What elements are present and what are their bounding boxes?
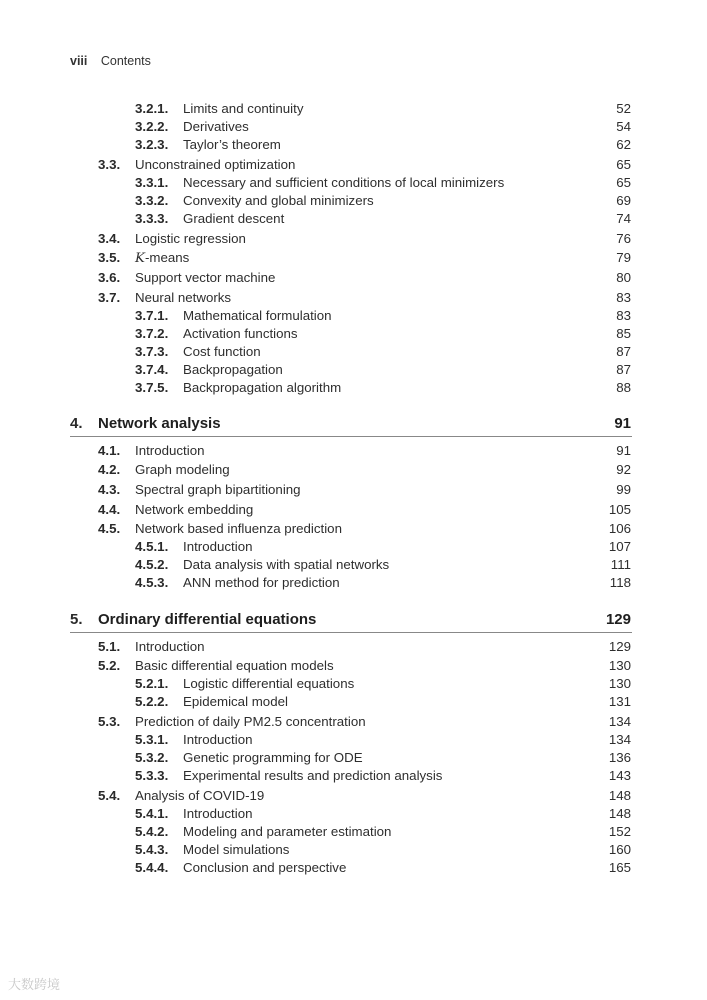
- toc-entry: [0, 823, 707, 841]
- toc-entry-title: ANN method for prediction: [183, 575, 340, 590]
- toc-entry-page: 65: [616, 157, 631, 172]
- toc-entry: [0, 136, 707, 154]
- toc-entry: [0, 174, 707, 192]
- toc-entry-page: 107: [608, 539, 631, 554]
- toc-entry-number: 5.2.2.: [135, 694, 169, 709]
- toc-entry-title: Derivatives: [183, 119, 249, 134]
- toc-entry-number: 3.7.: [98, 290, 121, 305]
- toc-entry: [0, 501, 707, 519]
- toc-entry-number: 3.3.3.: [135, 211, 169, 226]
- toc-entry-number: 5.3.: [98, 714, 121, 729]
- toc-entry-title: Ordinary differential equations: [98, 611, 317, 628]
- toc-entry-number: 3.5.: [98, 250, 121, 265]
- toc-entry: [0, 767, 707, 785]
- toc-entry-number: 4.2.: [98, 462, 121, 477]
- toc-entry-number: 3.7.5.: [135, 380, 169, 395]
- toc-entry-title: Introduction: [135, 443, 205, 458]
- toc-entry-number: 4.5.: [98, 521, 121, 536]
- toc-entry-page: 80: [616, 270, 631, 285]
- toc-entry-number: 4.: [70, 415, 83, 432]
- toc-entry-title: Network embedding: [135, 502, 254, 517]
- toc-entry-number: 3.7.2.: [135, 326, 169, 341]
- toc-entry: [0, 343, 707, 361]
- toc-entry-title: Epidemical model: [183, 694, 288, 709]
- toc-entry-title: Analysis of COVID-19: [135, 788, 265, 803]
- toc-entry-page: 74: [616, 211, 631, 226]
- toc-entry-number: 3.4.: [98, 231, 121, 246]
- toc-entry-page: 91: [614, 415, 631, 432]
- toc-entry-number: 4.4.: [98, 502, 121, 517]
- toc-entry: [0, 289, 707, 307]
- toc-entry-title-math: K: [135, 251, 145, 266]
- toc-entry-title: [135, 249, 189, 268]
- toc-entry-number: 5.3.2.: [135, 750, 169, 765]
- toc-entry: [0, 442, 707, 460]
- toc-entry-number: 5.4.1.: [135, 806, 169, 821]
- chapter-divider: [70, 632, 632, 633]
- toc-entry-number: 5.4.: [98, 788, 121, 803]
- watermark-logo: [8, 974, 60, 993]
- toc-entry-number: 3.7.3.: [135, 344, 169, 359]
- toc-entry-number: 5.4.2.: [135, 824, 169, 839]
- toc-entry: [0, 269, 707, 287]
- toc-entry: [0, 249, 707, 267]
- toc-entry: [0, 638, 707, 656]
- toc-entry-page: 88: [616, 380, 631, 395]
- toc-entry-page: 62: [616, 137, 631, 152]
- toc-entry: [0, 156, 707, 174]
- toc-entry: [0, 461, 707, 479]
- toc-entry: [0, 556, 707, 574]
- toc-entry-number: 4.1.: [98, 443, 121, 458]
- toc-entry-page: 143: [608, 768, 631, 783]
- toc-chapter-entry: [0, 414, 707, 434]
- toc-entry-title: Prediction of daily PM2.5 concentration: [135, 714, 366, 729]
- toc-entry-number: 4.5.2.: [135, 557, 169, 572]
- toc-entry-number: 5.: [70, 611, 83, 628]
- toc-entry-title: Modeling and parameter estimation: [183, 824, 392, 839]
- toc-entry-page: 79: [616, 250, 631, 265]
- toc-entry: [0, 100, 707, 118]
- toc-entry: [0, 118, 707, 136]
- toc-entry-page: 91: [616, 443, 631, 458]
- toc-entry-title: Graph modeling: [135, 462, 230, 477]
- toc-entry-page: 131: [608, 694, 631, 709]
- toc-entry-page: 118: [609, 575, 631, 590]
- toc-entry-number: 4.3.: [98, 482, 121, 497]
- toc-entry: [0, 731, 707, 749]
- toc-entry-number: 5.3.1.: [135, 732, 169, 747]
- toc-entry-title: Introduction: [183, 806, 253, 821]
- toc-entry: [0, 787, 707, 805]
- toc-entry-page: 87: [616, 344, 631, 359]
- toc-entry-page: 160: [608, 842, 631, 857]
- toc-entry: [0, 538, 707, 556]
- toc-entry-title: Backpropagation algorithm: [183, 380, 342, 395]
- toc-entry-page: 134: [608, 732, 631, 747]
- toc-entry-title-text: -means: [144, 250, 190, 265]
- toc-entry-page: 129: [605, 611, 631, 628]
- toc-entry-title: Unconstrained optimization: [135, 157, 296, 172]
- toc-entry-number: 3.7.1.: [135, 308, 169, 323]
- toc-entry-page: 106: [608, 521, 631, 536]
- toc-entry-page: 92: [616, 462, 631, 477]
- toc-entry-page: 111: [610, 557, 631, 572]
- toc-entry: [0, 657, 707, 675]
- toc-entry: [0, 307, 707, 325]
- toc-entry-title: Convexity and global minimizers: [183, 193, 374, 208]
- toc-entry-title: Cost function: [183, 344, 261, 359]
- toc-entry-number: 4.5.3.: [135, 575, 169, 590]
- toc-entry-page: 85: [616, 326, 631, 341]
- toc-entry-title: Logistic differential equations: [183, 676, 355, 691]
- toc-entry-page: 134: [608, 714, 631, 729]
- toc-entry: [0, 859, 707, 877]
- toc-entry-title: Introduction: [135, 639, 205, 654]
- toc-entry-page: 148: [608, 806, 631, 821]
- toc-entry-title: Support vector machine: [135, 270, 276, 285]
- toc-entry-page: 54: [616, 119, 631, 134]
- toc-entry-page: 105: [608, 502, 631, 517]
- toc-entry-number: 5.3.3.: [135, 768, 169, 783]
- toc-entry: [0, 841, 707, 859]
- toc-entry-title: Necessary and sufficient conditions of local minimizers: [183, 175, 505, 190]
- toc-entry: [0, 192, 707, 210]
- toc-entry: [0, 693, 707, 711]
- running-head: [70, 54, 151, 68]
- toc-entry-page: 83: [616, 308, 631, 323]
- toc-entry-title: Basic differential equation models: [135, 658, 334, 673]
- toc-entry-number: 3.3.1.: [135, 175, 169, 190]
- toc-entry-title: Gradient descent: [183, 211, 285, 226]
- toc-entry: [0, 713, 707, 731]
- toc-entry: [0, 379, 707, 397]
- toc-entry-title: Experimental results and prediction analysis: [183, 768, 443, 783]
- toc-chapter-entry: [0, 610, 707, 630]
- toc-entry-number: 3.2.1.: [135, 101, 169, 116]
- toc-entry-number: 4.5.1.: [135, 539, 169, 554]
- toc-entry-page: 52: [616, 101, 631, 116]
- toc-entry-title: Limits and continuity: [183, 101, 304, 116]
- toc-entry: [0, 361, 707, 379]
- toc-entry-title: Backpropagation: [183, 362, 283, 377]
- toc-entry-title: Genetic programming for ODE: [183, 750, 363, 765]
- toc-entry-number: 5.1.: [98, 639, 121, 654]
- page-number: viii: [70, 54, 88, 68]
- toc-entry-page: 148: [608, 788, 631, 803]
- toc-entry-title: Taylor’s theorem: [183, 137, 281, 152]
- toc-entry-page: 69: [616, 193, 631, 208]
- toc-entry-page: 165: [608, 860, 631, 875]
- toc-entry-number: 3.3.2.: [135, 193, 169, 208]
- toc-entry-title: Network analysis: [98, 415, 221, 432]
- toc-entry-title: Model simulations: [183, 842, 290, 857]
- toc-entry: [0, 325, 707, 343]
- toc-entry-page: 130: [608, 676, 631, 691]
- running-head-title: Contents: [100, 54, 151, 68]
- toc-entry-title: Spectral graph bipartitioning: [135, 482, 301, 497]
- toc-entry-page: 83: [616, 290, 631, 305]
- toc-entry-number: 3.7.4.: [135, 362, 169, 377]
- toc-entry: [0, 481, 707, 499]
- toc-entry-page: 87: [616, 362, 631, 377]
- toc-entry: [0, 520, 707, 538]
- toc-entry-title: Activation functions: [183, 326, 298, 341]
- toc-entry-page: 65: [616, 175, 631, 190]
- toc-entry-page: 99: [616, 482, 631, 497]
- toc-entry: [0, 805, 707, 823]
- toc-entry-number: 3.2.2.: [135, 119, 169, 134]
- toc-entry: [0, 749, 707, 767]
- toc-entry-title: Network based influenza prediction: [135, 521, 342, 536]
- toc-entry-title: Mathematical formulation: [183, 308, 332, 323]
- toc-entry-number: 5.4.4.: [135, 860, 169, 875]
- toc-entry: [0, 210, 707, 228]
- toc-entry-page: 136: [608, 750, 631, 765]
- toc-entry: [0, 574, 707, 592]
- toc-entry: [0, 675, 707, 693]
- watermark-text: 大数跨境: [8, 978, 61, 993]
- toc-entry-title: Logistic regression: [135, 231, 246, 246]
- toc-entry-title: Neural networks: [135, 290, 232, 305]
- toc-entry-title: Introduction: [183, 539, 253, 554]
- toc-entry-page: 130: [608, 658, 631, 673]
- toc-entry-number: 3.3.: [98, 157, 121, 172]
- toc-entry-page: 152: [608, 824, 631, 839]
- toc-entry-page: 76: [616, 231, 631, 246]
- toc-entry-number: 5.4.3.: [135, 842, 169, 857]
- toc-entry-title: Conclusion and perspective: [183, 860, 347, 875]
- toc-entry-number: 5.2.: [98, 658, 121, 673]
- toc-entry-title: Introduction: [183, 732, 253, 747]
- toc-entry-page: 129: [608, 639, 631, 654]
- toc-entry-title: Data analysis with spatial networks: [183, 557, 390, 572]
- toc-entry: [0, 230, 707, 248]
- toc-entry-number: 5.2.1.: [135, 676, 169, 691]
- toc-entry-number: 3.2.3.: [135, 137, 169, 152]
- toc-entry-number: 3.6.: [98, 270, 121, 285]
- chapter-divider: [70, 436, 632, 437]
